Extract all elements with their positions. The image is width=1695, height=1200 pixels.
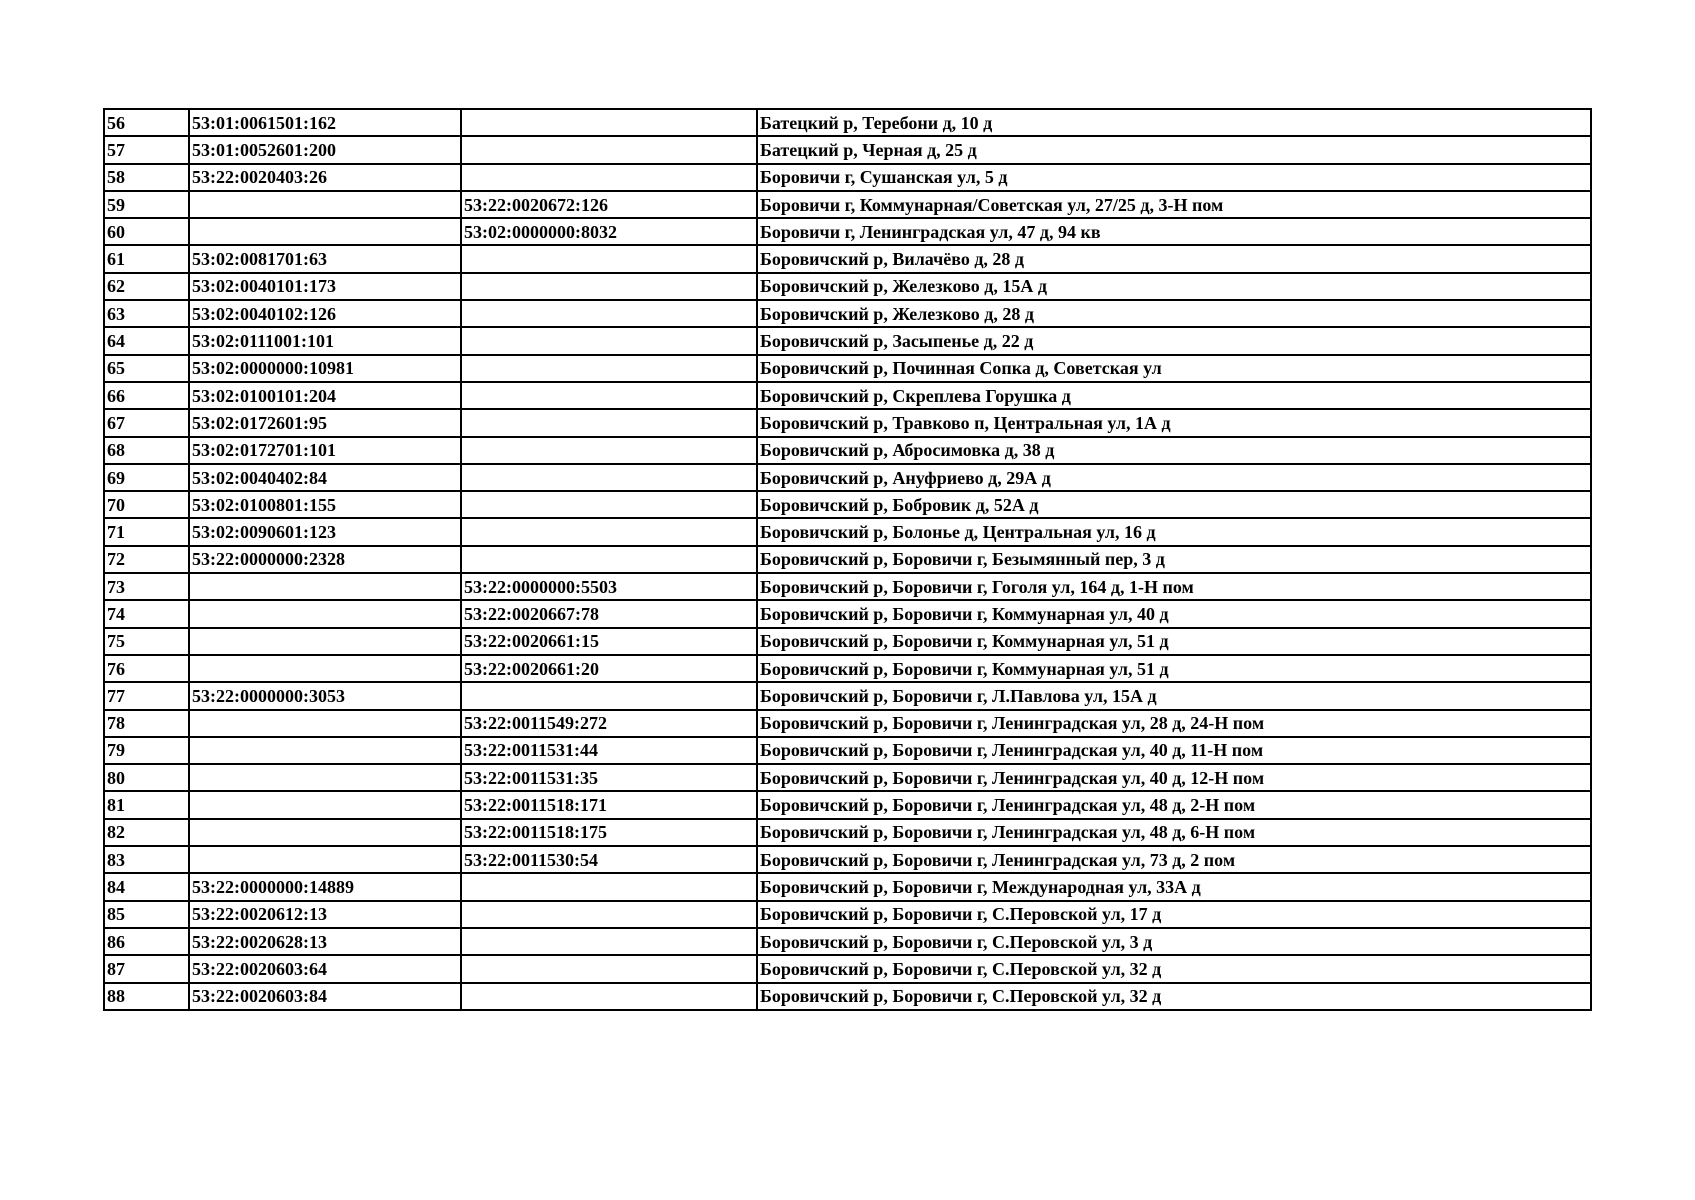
table-row bbox=[104, 355, 1591, 382]
property-table bbox=[103, 108, 1592, 1011]
building-cadastral-cell: 53:22:0011518:175 bbox=[461, 819, 757, 846]
table-row bbox=[104, 136, 1591, 163]
address-cell: Боровичский р, Боровичи г, Безымянный пер, 3 д bbox=[757, 546, 1591, 573]
row-number-cell: 70 bbox=[104, 491, 189, 518]
row-number-cell: 65 bbox=[104, 355, 189, 382]
table-row bbox=[104, 600, 1591, 627]
building-cadastral-cell bbox=[461, 327, 757, 354]
table-row bbox=[104, 191, 1591, 218]
land-cadastral-cell bbox=[189, 710, 461, 737]
table-row bbox=[104, 437, 1591, 464]
document-page bbox=[103, 108, 1592, 1011]
land-cadastral-cell bbox=[189, 819, 461, 846]
building-cadastral-cell: 53:22:0020667:78 bbox=[461, 600, 757, 627]
land-cadastral-cell: 53:22:0000000:2328 bbox=[189, 546, 461, 573]
building-cadastral-cell bbox=[461, 464, 757, 491]
table-row bbox=[104, 327, 1591, 354]
building-cadastral-cell: 53:22:0011531:35 bbox=[461, 764, 757, 791]
table-row bbox=[104, 846, 1591, 873]
building-cadastral-cell bbox=[461, 546, 757, 573]
address-cell: Боровичский р, Боровичи г, Коммунарная ул, 40 д bbox=[757, 600, 1591, 627]
table-row bbox=[104, 873, 1591, 900]
land-cadastral-cell bbox=[189, 846, 461, 873]
row-number-cell: 61 bbox=[104, 245, 189, 272]
building-cadastral-cell bbox=[461, 355, 757, 382]
table-row bbox=[104, 546, 1591, 573]
address-cell: Боровичский р, Скреплева Горушка д bbox=[757, 382, 1591, 409]
row-number-cell: 67 bbox=[104, 409, 189, 436]
land-cadastral-cell: 53:22:0020628:13 bbox=[189, 928, 461, 955]
land-cadastral-cell bbox=[189, 655, 461, 682]
table-body bbox=[104, 109, 1591, 1010]
address-cell: Батецкий р, Черная д, 25 д bbox=[757, 136, 1591, 163]
building-cadastral-cell: 53:22:0011518:171 bbox=[461, 791, 757, 818]
row-number-cell: 72 bbox=[104, 546, 189, 573]
land-cadastral-cell: 53:02:0081701:63 bbox=[189, 245, 461, 272]
table-row bbox=[104, 109, 1591, 136]
row-number-cell: 66 bbox=[104, 382, 189, 409]
land-cadastral-cell: 53:02:0100101:204 bbox=[189, 382, 461, 409]
address-cell: Боровичский р, Железково д, 15А д bbox=[757, 273, 1591, 300]
building-cadastral-cell bbox=[461, 245, 757, 272]
building-cadastral-cell: 53:22:0020661:15 bbox=[461, 628, 757, 655]
table-row bbox=[104, 819, 1591, 846]
land-cadastral-cell: 53:22:0000000:14889 bbox=[189, 873, 461, 900]
row-number-cell: 88 bbox=[104, 983, 189, 1010]
building-cadastral-cell bbox=[461, 901, 757, 928]
row-number-cell: 58 bbox=[104, 164, 189, 191]
land-cadastral-cell bbox=[189, 764, 461, 791]
table-row bbox=[104, 928, 1591, 955]
land-cadastral-cell bbox=[189, 191, 461, 218]
address-cell: Боровичский р, Боровичи г, Ленинградская ул, 73 д, 2 пом bbox=[757, 846, 1591, 873]
land-cadastral-cell: 53:22:0000000:3053 bbox=[189, 682, 461, 709]
building-cadastral-cell bbox=[461, 518, 757, 545]
land-cadastral-cell: 53:22:0020603:64 bbox=[189, 955, 461, 982]
land-cadastral-cell bbox=[189, 600, 461, 627]
address-cell: Боровичский р, Боровичи г, Ленинградская ул, 28 д, 24-Н пом bbox=[757, 710, 1591, 737]
row-number-cell: 57 bbox=[104, 136, 189, 163]
address-cell: Боровичский р, Боровичи г, Ленинградская ул, 48 д, 6-Н пом bbox=[757, 819, 1591, 846]
building-cadastral-cell bbox=[461, 273, 757, 300]
land-cadastral-cell: 53:22:0020403:26 bbox=[189, 164, 461, 191]
building-cadastral-cell: 53:22:0011549:272 bbox=[461, 710, 757, 737]
building-cadastral-cell: 53:02:0000000:8032 bbox=[461, 218, 757, 245]
building-cadastral-cell bbox=[461, 109, 757, 136]
land-cadastral-cell bbox=[189, 573, 461, 600]
building-cadastral-cell bbox=[461, 136, 757, 163]
row-number-cell: 85 bbox=[104, 901, 189, 928]
address-cell: Боровичский р, Железково д, 28 д bbox=[757, 300, 1591, 327]
address-cell: Боровичский р, Бобровик д, 52А д bbox=[757, 491, 1591, 518]
building-cadastral-cell: 53:22:0011531:44 bbox=[461, 737, 757, 764]
address-cell: Боровичский р, Боровичи г, С.Перовской ул, 32 д bbox=[757, 983, 1591, 1010]
address-cell: Боровичский р, Боровичи г, Коммунарная ул, 51 д bbox=[757, 655, 1591, 682]
land-cadastral-cell: 53:02:0111001:101 bbox=[189, 327, 461, 354]
table-row bbox=[104, 518, 1591, 545]
land-cadastral-cell: 53:02:0040402:84 bbox=[189, 464, 461, 491]
row-number-cell: 83 bbox=[104, 846, 189, 873]
address-cell: Боровичский р, Ануфриево д, 29А д bbox=[757, 464, 1591, 491]
table-row bbox=[104, 655, 1591, 682]
row-number-cell: 60 bbox=[104, 218, 189, 245]
address-cell: Батецкий р, Теребони д, 10 д bbox=[757, 109, 1591, 136]
row-number-cell: 78 bbox=[104, 710, 189, 737]
building-cadastral-cell bbox=[461, 682, 757, 709]
building-cadastral-cell bbox=[461, 928, 757, 955]
land-cadastral-cell bbox=[189, 737, 461, 764]
row-number-cell: 76 bbox=[104, 655, 189, 682]
address-cell: Боровичский р, Боровичи г, Коммунарная ул, 51 д bbox=[757, 628, 1591, 655]
building-cadastral-cell bbox=[461, 382, 757, 409]
table-row bbox=[104, 300, 1591, 327]
address-cell: Боровичский р, Вилачёво д, 28 д bbox=[757, 245, 1591, 272]
row-number-cell: 63 bbox=[104, 300, 189, 327]
building-cadastral-cell: 53:22:0000000:5503 bbox=[461, 573, 757, 600]
address-cell: Боровичский р, Боровичи г, С.Перовской ул, 3 д bbox=[757, 928, 1591, 955]
land-cadastral-cell: 53:02:0040101:173 bbox=[189, 273, 461, 300]
row-number-cell: 68 bbox=[104, 437, 189, 464]
land-cadastral-cell: 53:22:0020603:84 bbox=[189, 983, 461, 1010]
table-row bbox=[104, 983, 1591, 1010]
row-number-cell: 74 bbox=[104, 600, 189, 627]
row-number-cell: 86 bbox=[104, 928, 189, 955]
table-row bbox=[104, 164, 1591, 191]
address-cell: Боровичи г, Коммунарная/Советская ул, 27/25 д, 3-Н пом bbox=[757, 191, 1591, 218]
land-cadastral-cell bbox=[189, 791, 461, 818]
row-number-cell: 75 bbox=[104, 628, 189, 655]
table-row bbox=[104, 573, 1591, 600]
row-number-cell: 59 bbox=[104, 191, 189, 218]
table-row bbox=[104, 382, 1591, 409]
building-cadastral-cell bbox=[461, 300, 757, 327]
building-cadastral-cell bbox=[461, 491, 757, 518]
address-cell: Боровичи г, Ленинградская ул, 47 д, 94 кв bbox=[757, 218, 1591, 245]
row-number-cell: 62 bbox=[104, 273, 189, 300]
table-row bbox=[104, 764, 1591, 791]
address-cell: Боровичский р, Боровичи г, Международная ул, 33А д bbox=[757, 873, 1591, 900]
land-cadastral-cell bbox=[189, 628, 461, 655]
address-cell: Боровичский р, Травково п, Центральная ул, 1А д bbox=[757, 409, 1591, 436]
address-cell: Боровичский р, Абросимовка д, 38 д bbox=[757, 437, 1591, 464]
land-cadastral-cell: 53:02:0090601:123 bbox=[189, 518, 461, 545]
table-row bbox=[104, 409, 1591, 436]
building-cadastral-cell bbox=[461, 164, 757, 191]
address-cell: Боровичский р, Болонье д, Центральная ул, 16 д bbox=[757, 518, 1591, 545]
address-cell: Боровичский р, Боровичи г, Ленинградская ул, 40 д, 11-Н пом bbox=[757, 737, 1591, 764]
table-row bbox=[104, 491, 1591, 518]
row-number-cell: 73 bbox=[104, 573, 189, 600]
address-cell: Боровичи г, Сушанская ул, 5 д bbox=[757, 164, 1591, 191]
building-cadastral-cell bbox=[461, 409, 757, 436]
building-cadastral-cell bbox=[461, 873, 757, 900]
table-row bbox=[104, 901, 1591, 928]
row-number-cell: 79 bbox=[104, 737, 189, 764]
table-row bbox=[104, 955, 1591, 982]
row-number-cell: 80 bbox=[104, 764, 189, 791]
land-cadastral-cell bbox=[189, 218, 461, 245]
row-number-cell: 69 bbox=[104, 464, 189, 491]
land-cadastral-cell: 53:01:0052601:200 bbox=[189, 136, 461, 163]
row-number-cell: 82 bbox=[104, 819, 189, 846]
address-cell: Боровичский р, Боровичи г, Ленинградская ул, 40 д, 12-Н пом bbox=[757, 764, 1591, 791]
table-row bbox=[104, 737, 1591, 764]
address-cell: Боровичский р, Боровичи г, С.Перовской ул, 32 д bbox=[757, 955, 1591, 982]
row-number-cell: 84 bbox=[104, 873, 189, 900]
land-cadastral-cell: 53:22:0020612:13 bbox=[189, 901, 461, 928]
table-row bbox=[104, 245, 1591, 272]
table-row bbox=[104, 218, 1591, 245]
table-row bbox=[104, 682, 1591, 709]
land-cadastral-cell: 53:02:0040102:126 bbox=[189, 300, 461, 327]
table-row bbox=[104, 710, 1591, 737]
land-cadastral-cell: 53:01:0061501:162 bbox=[189, 109, 461, 136]
row-number-cell: 87 bbox=[104, 955, 189, 982]
building-cadastral-cell bbox=[461, 983, 757, 1010]
land-cadastral-cell: 53:02:0172701:101 bbox=[189, 437, 461, 464]
building-cadastral-cell bbox=[461, 955, 757, 982]
building-cadastral-cell: 53:22:0020661:20 bbox=[461, 655, 757, 682]
table-row bbox=[104, 464, 1591, 491]
land-cadastral-cell: 53:02:0100801:155 bbox=[189, 491, 461, 518]
row-number-cell: 64 bbox=[104, 327, 189, 354]
address-cell: Боровичский р, Боровичи г, Гоголя ул, 164 д, 1-Н пом bbox=[757, 573, 1591, 600]
address-cell: Боровичский р, Боровичи г, С.Перовской ул, 17 д bbox=[757, 901, 1591, 928]
land-cadastral-cell: 53:02:0172601:95 bbox=[189, 409, 461, 436]
building-cadastral-cell: 53:22:0011530:54 bbox=[461, 846, 757, 873]
row-number-cell: 81 bbox=[104, 791, 189, 818]
land-cadastral-cell: 53:02:0000000:10981 bbox=[189, 355, 461, 382]
row-number-cell: 71 bbox=[104, 518, 189, 545]
table-row bbox=[104, 273, 1591, 300]
row-number-cell: 77 bbox=[104, 682, 189, 709]
table-row bbox=[104, 791, 1591, 818]
address-cell: Боровичский р, Боровичи г, Ленинградская ул, 48 д, 2-Н пом bbox=[757, 791, 1591, 818]
address-cell: Боровичский р, Починная Сопка д, Советская ул bbox=[757, 355, 1591, 382]
address-cell: Боровичский р, Боровичи г, Л.Павлова ул, 15А д bbox=[757, 682, 1591, 709]
table-row bbox=[104, 628, 1591, 655]
building-cadastral-cell bbox=[461, 437, 757, 464]
building-cadastral-cell: 53:22:0020672:126 bbox=[461, 191, 757, 218]
address-cell: Боровичский р, Засыпенье д, 22 д bbox=[757, 327, 1591, 354]
row-number-cell: 56 bbox=[104, 109, 189, 136]
